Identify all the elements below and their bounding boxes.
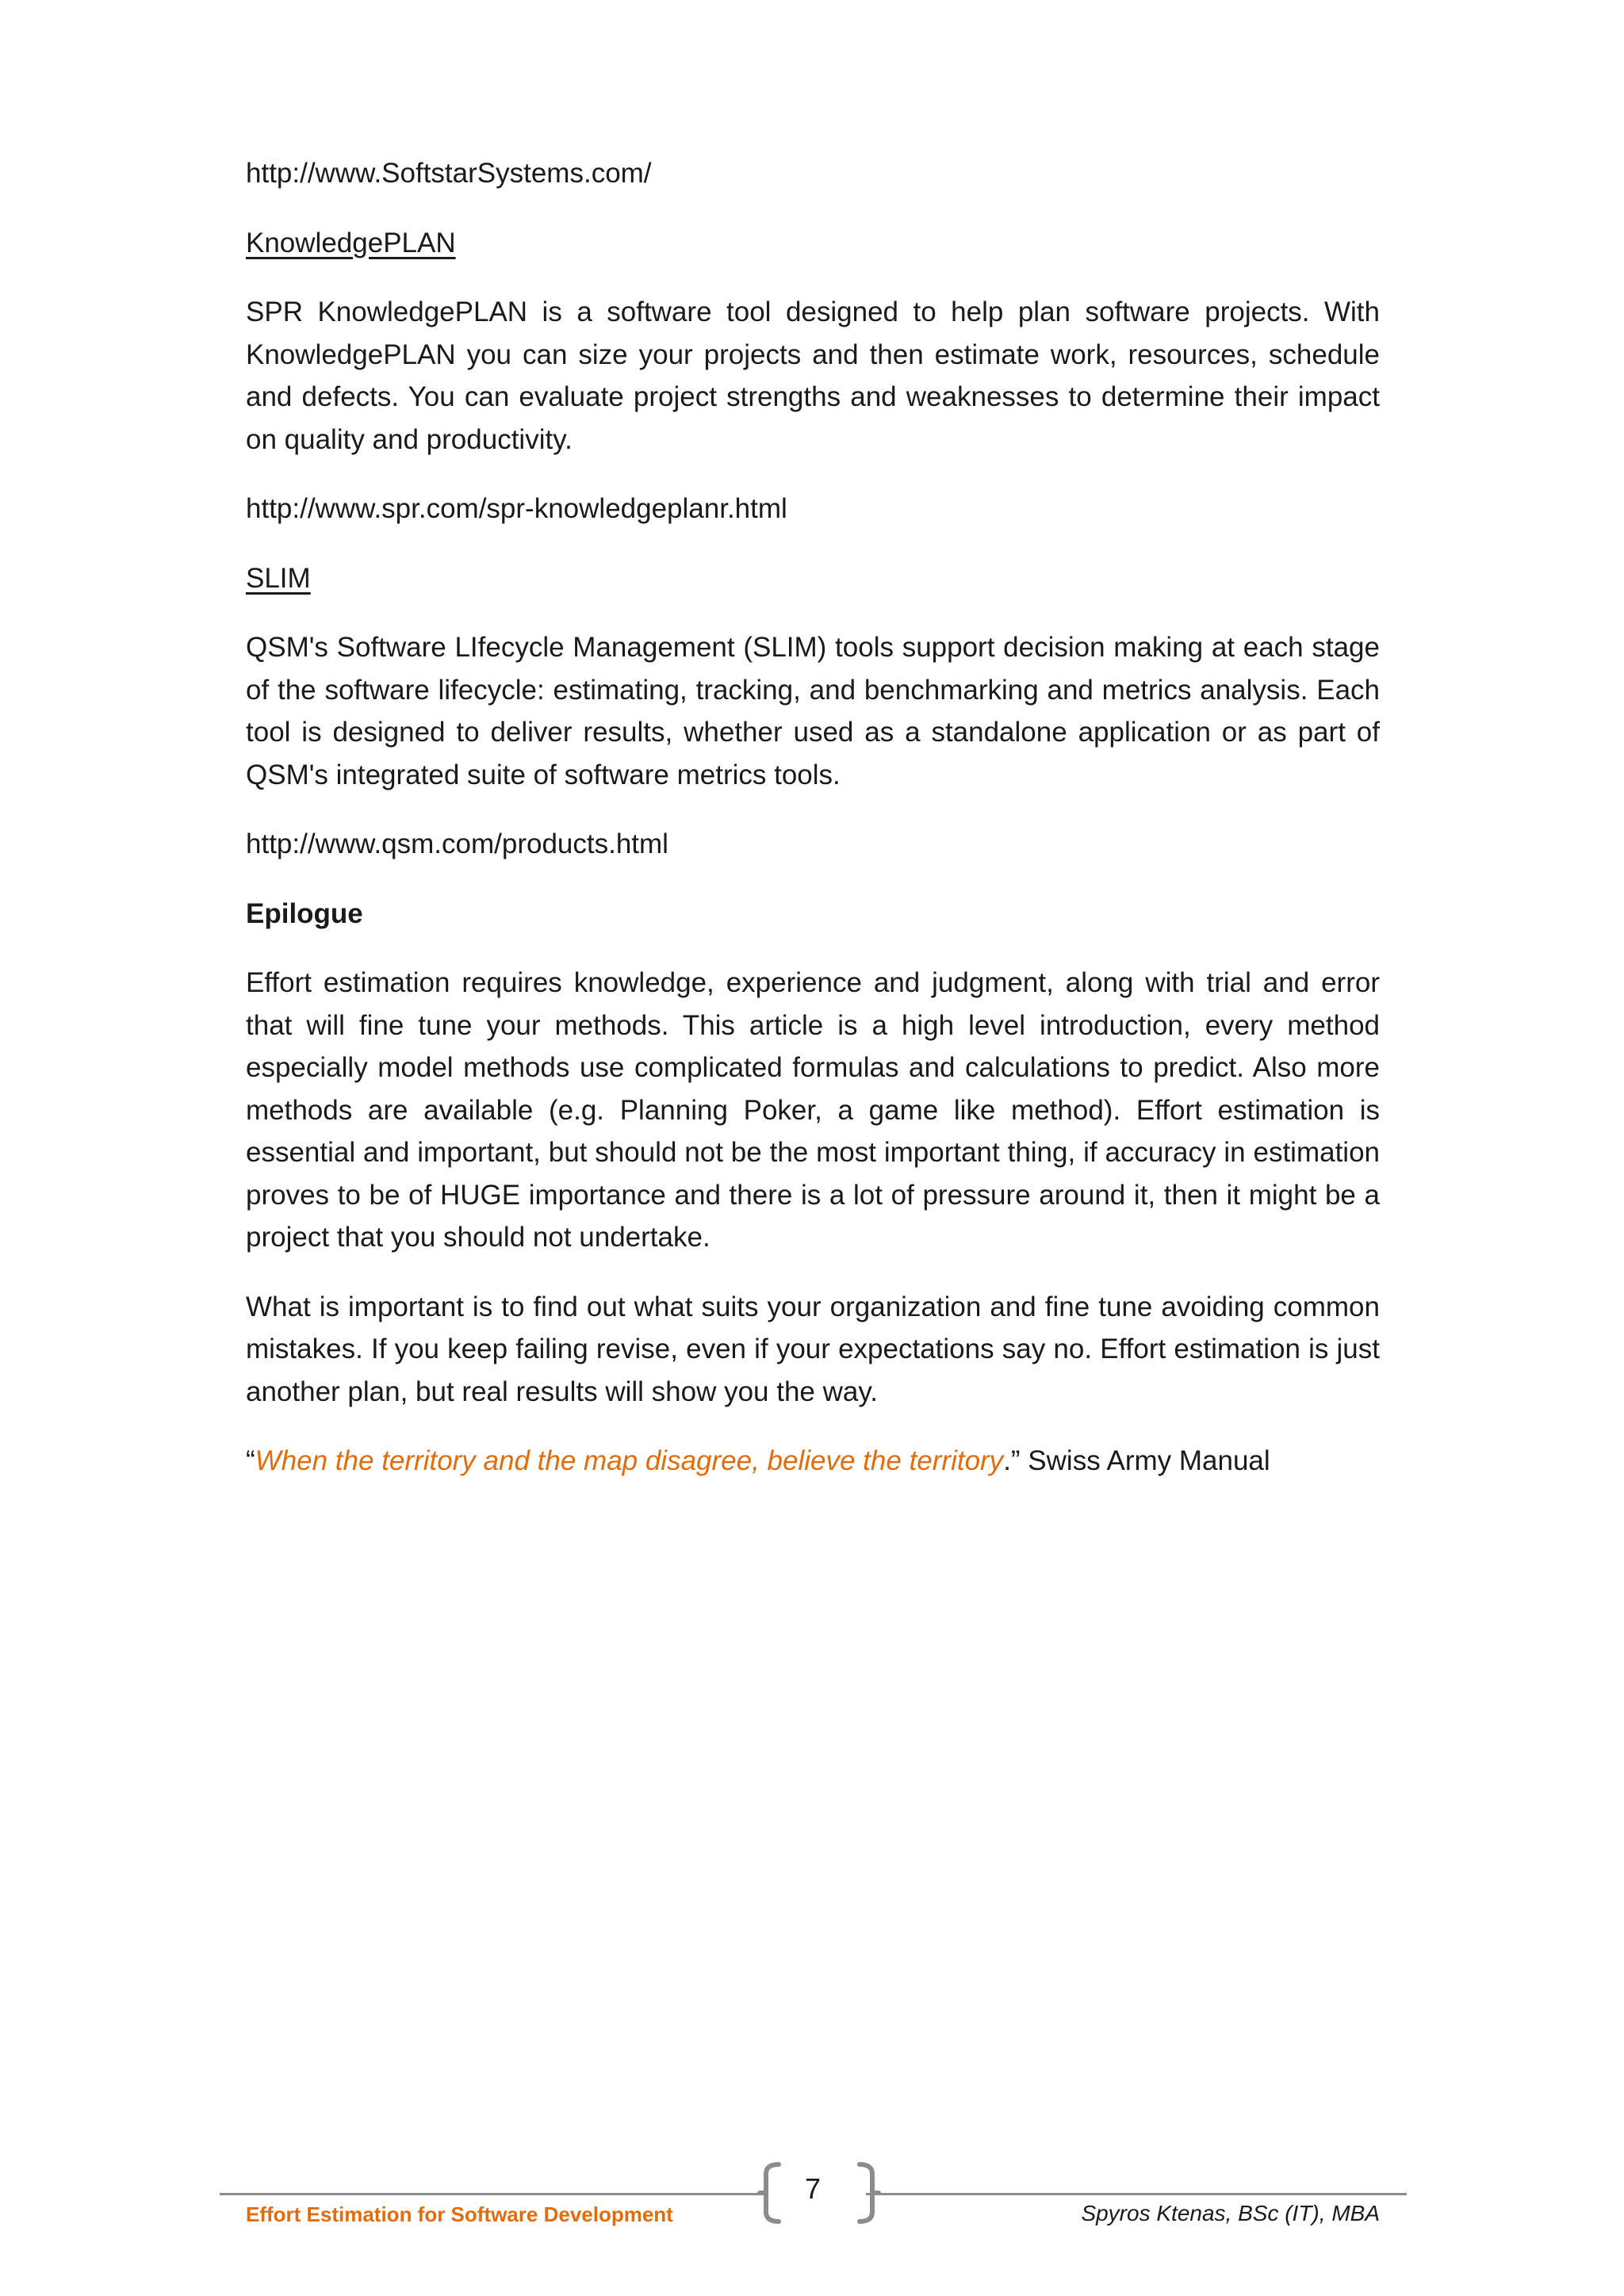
slim-url: http://www.qsm.com/products.html — [246, 828, 668, 859]
quote-source: Swiss Army Manual — [1020, 1445, 1270, 1476]
quote-open-mark: “ — [246, 1445, 255, 1476]
footer-rule-left — [220, 2193, 759, 2195]
knowledgeplan-heading — [246, 222, 1380, 265]
epilogue-paragraph-2: What is important is to find out what suits your organization and fine tune avoiding common mistakes. If you keep failing revise, even if your expectations say no. Effort estimation is just another plan, but real results will show you the way. — [246, 1291, 1380, 1407]
slim-body: QSM's Software LIfecycle Management (SLIM) tools support decision making at each stage of the software lifecycle: estimating, tracking, and benchmarking and metrics analysis. Each tool is designed to deliver results, whether used as a standalone application or as part of QSM's integrated suite of software metrics tools. — [246, 632, 1380, 790]
knowledgeplan-heading-text: KnowledgePLAN — [246, 227, 456, 258]
footer-document-title: Effort Estimation for Software Development — [246, 2202, 673, 2226]
knowledgeplan-url: http://www.spr.com/spr-knowledgeplanr.html — [246, 493, 787, 524]
softstar-url: http://www.SoftstarSystems.com/ — [246, 158, 652, 189]
knowledgeplan-body: SPR KnowledgePLAN is a software tool designed to help plan software projects. With KnowledgePLAN you can size your projects and then estimate work, resources, schedule and defects. You can evaluate project strengths and weaknesses to determine their impact on quality and productivity. — [246, 297, 1380, 455]
slim-heading-text: SLIM — [246, 562, 311, 594]
page-content — [246, 152, 1380, 1510]
slim-heading — [246, 557, 1380, 600]
epilogue-heading: Epilogue — [246, 897, 363, 929]
right-brace-icon — [852, 2161, 883, 2225]
quote-close-mark: .” — [1003, 1445, 1021, 1476]
quote-text: When the territory and the map disagree, believe the territory — [255, 1445, 1004, 1476]
page-number: 7 — [804, 2172, 822, 2205]
left-brace-icon — [755, 2161, 787, 2225]
footer-author: Spyros Ktenas, BSc (IT), MBA — [1081, 2201, 1380, 2225]
footer-rule-right — [866, 2193, 1407, 2195]
closing-quote — [246, 1440, 1380, 1483]
epilogue-paragraph-1: Effort estimation requires knowledge, experience and judgment, along with trial and error that will fine tune your methods. This article is a high level introduction, every method especially model methods use complicated formulas and calculations to predict. Also more methods are available (e.g. Planning Poker, a game like method). Effort estimation is essential and important, but should not be the most important thing, if accuracy in estimation proves to be of HUGE importance and there is a lot of pressure around it, then it might be a project that you should not undertake. — [246, 967, 1380, 1253]
